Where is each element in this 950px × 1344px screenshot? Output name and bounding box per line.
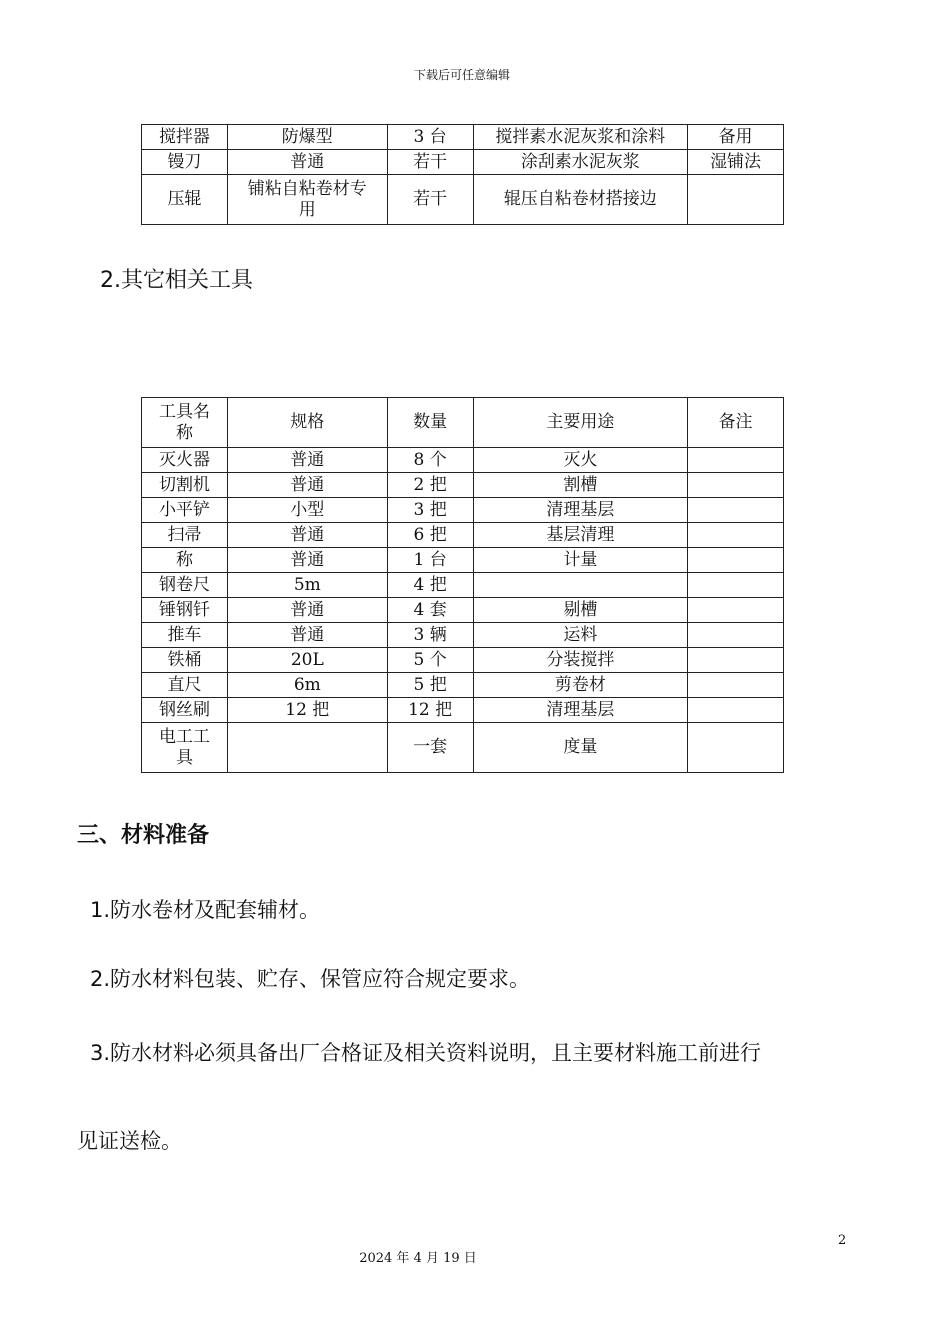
table-row (142, 175, 784, 225)
table-row (142, 473, 784, 498)
table-cell: 12 把 (387, 698, 473, 723)
section-heading-materials: 三、材料准备 (77, 823, 210, 848)
table-cell (688, 473, 784, 498)
table-cell (473, 573, 688, 598)
table-row (142, 573, 784, 598)
column-header: 备注 (688, 398, 784, 448)
table-cell: 12 把 (227, 698, 387, 723)
table-cell: 运料 (473, 623, 688, 648)
table-cell: 称 (142, 548, 228, 573)
table-row (142, 623, 784, 648)
table-cell: 铺粘自粘卷材专用 (227, 175, 387, 225)
table-cell (688, 598, 784, 623)
table-cell: 灭火 (473, 448, 688, 473)
table-row (142, 648, 784, 673)
table-cell: 防爆型 (227, 125, 387, 150)
table-cell: 涂刮素水泥灰浆 (473, 150, 688, 175)
table-cell: 6 把 (387, 523, 473, 548)
table-cell (688, 448, 784, 473)
table-cell: 剪卷材 (473, 673, 688, 698)
table-cell (688, 723, 784, 773)
table-cell: 钢丝刷 (142, 698, 228, 723)
table-cell: 切割机 (142, 473, 228, 498)
table-cell: 一套 (387, 723, 473, 773)
table-cell (688, 573, 784, 598)
table-cell: 分装搅拌 (473, 648, 688, 673)
table-cell: 5 把 (387, 673, 473, 698)
table-cell: 计量 (473, 548, 688, 573)
table-row (142, 498, 784, 523)
table-header-row (142, 398, 784, 448)
table-cell: 清理基层 (473, 698, 688, 723)
table-cell: 度量 (473, 723, 688, 773)
table-cell: 电工工具 (142, 723, 228, 773)
paragraph: 见证送检。 (77, 1129, 182, 1153)
table-cell (688, 698, 784, 723)
table-cell: 湿铺法 (688, 150, 784, 175)
table-cell (688, 623, 784, 648)
table-cell: 5 个 (387, 648, 473, 673)
table-cell: 灭火器 (142, 448, 228, 473)
table-cell: 5m (227, 573, 387, 598)
table-row (142, 698, 784, 723)
table-cell: 搅拌器 (142, 125, 228, 150)
table-cell: 镘刀 (142, 150, 228, 175)
table-cell: 3 辆 (387, 623, 473, 648)
table-cell: 8 个 (387, 448, 473, 473)
table-cell: 6m (227, 673, 387, 698)
table-row (142, 548, 784, 573)
table-cell: 辊压自粘卷材搭接边 (473, 175, 688, 225)
table-cell (688, 175, 784, 225)
table-cell: 基层清理 (473, 523, 688, 548)
table-row (142, 673, 784, 698)
table-cell (688, 648, 784, 673)
page-number: 2 (838, 1233, 847, 1248)
table-cell: 推车 (142, 623, 228, 648)
table-cell: 锤钢钎 (142, 598, 228, 623)
table-row (142, 723, 784, 773)
tools-table (141, 397, 784, 773)
table-cell: 清理基层 (473, 498, 688, 523)
table-row (142, 448, 784, 473)
table-cell: 20L (227, 648, 387, 673)
table-cell: 3 台 (387, 125, 473, 150)
table-cell: 4 套 (387, 598, 473, 623)
table-cell: 普通 (227, 150, 387, 175)
table-cell: 扫帚 (142, 523, 228, 548)
table-cell (688, 498, 784, 523)
section-heading-tools: 2.其它相关工具 (100, 268, 253, 293)
table-cell: 1 台 (387, 548, 473, 573)
paragraph: 1.防水卷材及配套辅材。 (90, 898, 321, 922)
table-cell: 普通 (227, 523, 387, 548)
table-cell: 若干 (387, 150, 473, 175)
table-cell: 搅拌素水泥灰浆和涂料 (473, 125, 688, 150)
table-cell: 普通 (227, 548, 387, 573)
table-cell (688, 523, 784, 548)
table-row (142, 523, 784, 548)
table-cell: 小型 (227, 498, 387, 523)
table-cell: 小平铲 (142, 498, 228, 523)
table-cell: 备用 (688, 125, 784, 150)
column-header: 工具名称 (142, 398, 228, 448)
footer-date: 2024 年 4 月 19 日 (359, 1251, 477, 1266)
table-row (142, 150, 784, 175)
table-cell: 钢卷尺 (142, 573, 228, 598)
table-cell (688, 548, 784, 573)
table-cell: 4 把 (387, 573, 473, 598)
table-cell: 割槽 (473, 473, 688, 498)
paragraph: 2.防水材料包装、贮存、保管应符合规定要求。 (90, 967, 531, 991)
table-cell: 剔槽 (473, 598, 688, 623)
table-cell: 普通 (227, 598, 387, 623)
paragraph: 3.防水材料必须具备出厂合格证及相关资料说明，且主要材料施工前进行 (90, 1041, 762, 1065)
table-cell: 压辊 (142, 175, 228, 225)
table-row (142, 125, 784, 150)
table-cell (227, 723, 387, 773)
table-cell: 普通 (227, 473, 387, 498)
table-cell: 铁桶 (142, 648, 228, 673)
table-row (142, 598, 784, 623)
table-cell: 若干 (387, 175, 473, 225)
column-header: 数量 (387, 398, 473, 448)
equipment-table (141, 124, 784, 225)
column-header: 主要用途 (473, 398, 688, 448)
column-header: 规格 (227, 398, 387, 448)
table-cell (688, 673, 784, 698)
table-cell: 普通 (227, 448, 387, 473)
table-cell: 3 把 (387, 498, 473, 523)
header-note: 下载后可任意编辑 (413, 68, 510, 82)
table-cell: 2 把 (387, 473, 473, 498)
table-cell: 直尺 (142, 673, 228, 698)
table-cell: 普通 (227, 623, 387, 648)
